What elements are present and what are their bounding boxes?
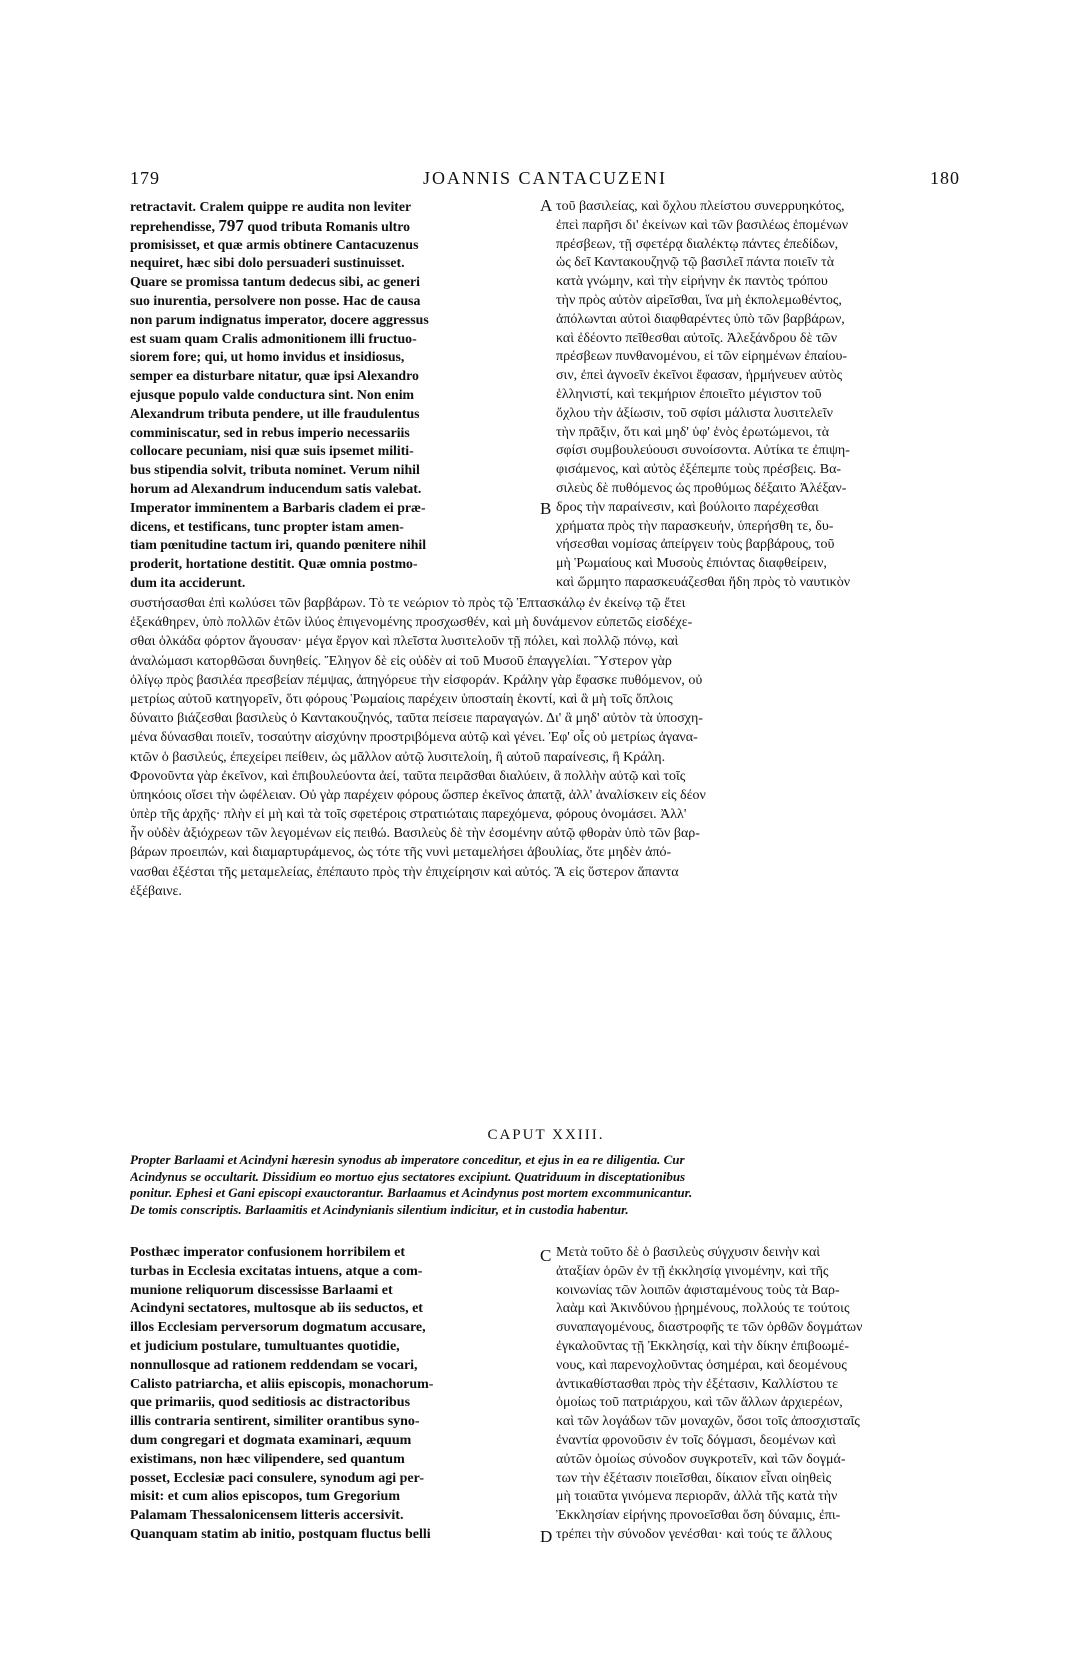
text-line: μετρίως αὐτοῦ κατηγορεῖν, ὅτι φόρους Ῥωμαίοις παρέχειν ὑποσταίη ἑκοντί, καὶ ἃ μὴ τοῖς ὅπλοις (130, 691, 673, 707)
margin-letter-c: C (540, 1246, 552, 1265)
text-line: Imperator imminentem a Barbaris cladem ei præ- (130, 499, 426, 515)
text-line: Acindyni sectatores, multosque ab iis seductos, et (130, 1301, 423, 1317)
text-line: Φρονοῦντα γὰρ ἐκεῖνον, καὶ ἐπιβουλεύοντα ἀεί, ταῦτα πειρᾶσθαι διαλύειν, ἃ πολλὴν αὐτῷ καὶ τοῖς (130, 768, 686, 784)
text-line: νους, καὶ παρενοχλοῦντας ὁσημέραι, καὶ δεομένους (556, 1357, 847, 1373)
text-line: ἐπεὶ παρῆσι δι' ἐκείνων καὶ τῶν βασιλέως ἑπομένων (556, 217, 849, 233)
text-line: Ἐκκλησίαν εἰρήνης προνοεῖσθαι ὅση δύναμις, ἐπι- (556, 1508, 841, 1524)
text-line: τρέπει τὴν σύνοδον γενέσθαι· καὶ τούς τε ἄλλους (556, 1526, 832, 1542)
text-line: δύναιτο βιάζεσθαι βασιλεὺς ὁ Καντακουζηνός, ταῦτα πείσειε παραγαγών. Δι' ἃ μηδ' αὐτὸν τὰ ὑποσχη- (130, 711, 703, 727)
text-line: promisisset, et quæ armis obtinere Cantacuzenus (130, 236, 419, 252)
text-line: semper ea disturbare nitatur, quæ ipsi Alexandro (130, 368, 419, 384)
text-line: illos Ecclesiam perversorum dogmatum accusare, (130, 1320, 426, 1336)
text-line: tiam pœnitudine tactum iri, quando pœnitere nihil (130, 537, 427, 553)
text-line: posset, Ecclesiæ paci consulere, synodum agi per- (130, 1470, 424, 1486)
page-number-right: 180 (930, 168, 960, 188)
text-line: κτῶν ὁ βασιλεύς, ἐπεχείρει πείθειν, ὡς μᾶλλον αὐτῷ λυσιτελοίη, ἢ αὐτοῦ παραίνεσις, ἢ Κράλη. (130, 749, 666, 765)
text-line: non parum indignatus imperator, docere aggressus (130, 311, 429, 327)
text-line: Alexandrum tributa pendere, ut ille fraudulentus (130, 405, 420, 421)
text-line: ὑπηκόοις οἴσει τὴν ὠφέλειαν. Οὐ γὰρ παρέχειν φόρους ὥσπερ ἐκεῖνος ἀπατᾷ, ἀλλ' ἀναλίσκειν εἰς δέον (130, 787, 706, 803)
text-line: ἀπόλωνται αὐτοὶ διαφθαρέντες ὑπὸ τῶν βαρβάρων, (556, 311, 845, 327)
text-line: Quare se promissa tantum dedecus sibi, ac generi (130, 274, 420, 290)
text-line: que primariis, quod seditiosis ac distractoribus (130, 1395, 411, 1411)
inline-page-number: 797 (218, 216, 244, 235)
margin-letter-a: A (540, 196, 553, 215)
text-line: proderit, hortatione destitit. Quæ omnia postmo- (130, 556, 418, 572)
text-line: ponitur. Ephesi et Gani episcopi exauctorantur. Barlaamus et Acindynus post mortem excommunicantur. (130, 1185, 693, 1200)
text-line: αὐτῶν ὁμοίως σύνοδον συγκροτεῖν, καὶ τῶν δογμά- (556, 1451, 846, 1467)
text-line: siorem fore; qui, ut homo invidus et insidiosus, (130, 349, 405, 365)
text-line: ἀταξίαν ὁρῶν ἐν τῇ ἐκκλησίᾳ γινομένην, καὶ τῆς (556, 1263, 829, 1279)
text-line: ἀντικαθίστασθαι πρὸς τὴν ἐξέτασιν, Καλλίστου τε (556, 1376, 839, 1392)
text-line: et judicium postulare, tumultuantes quotidie, (130, 1338, 400, 1354)
text-line: reprehendisse, 797 quod tributa Romanis ultro (130, 216, 411, 235)
text-line: σιλεὺς δὲ πυθόμενος ὡς προθύμως δέξαιτο Ἀλέξαν- (556, 480, 847, 496)
text-line: nonnullosque ad rationem reddendam se vocari, (130, 1357, 418, 1373)
chapter-summary (130, 1152, 962, 1218)
text-line: ὡς δεῖ Καντακουζηνῷ τῷ βασιλεῖ πάντα ποιεῖν τὰ (556, 255, 835, 271)
text-line: dicens, et testificans, tunc propter istam amen- (130, 518, 404, 534)
text-line: est suam quam Cralis admonitionem illi fructuo- (130, 330, 417, 346)
text-line: ἐναντία φρονοῦσιν ἐν τοῖς δόγμασι, δεομένων καὶ (556, 1432, 836, 1448)
greek-column-top (556, 198, 962, 593)
greek-full-width-text (130, 594, 962, 901)
page-number-left: 179 (130, 168, 160, 188)
text-line: Calisto patriarcha, et aliis episcopis, monachorum- (130, 1376, 434, 1392)
text-line: ἀναλώμασι κατορθῶσαι δυνηθείς. Ἔληγον δὲ εἰς οὐδὲν αἱ τοῦ Μυσοῦ ἐπαγγελίαι. Ὕστερον γὰρ (130, 653, 672, 669)
text-line: horum ad Alexandrum inducendum satis valebat. (130, 480, 422, 496)
text-line: ἦν οὐδὲν ἀξιόχρεων τῶν λεγομένων εἰς πειθώ. Βασιλεὺς δὲ τὴν ἐσομένην αὐτῷ φθορὰν ὑπὸ τῶν βαρ- (130, 826, 700, 842)
text-line: ἐξεκάθηρεν, ὑπὸ πολλῶν ἐτῶν ἰλύος ἐπιγενομένης προσχωσθέν, καὶ μὴ δυνάμενον εὐπετῶς εἰσδέχε- (130, 615, 693, 631)
text-line: Posthæc imperator confusionem horribilem et (130, 1245, 406, 1260)
text-line: ὀλίγῳ πρὸς βασιλέα πρεσβείαν πέμψας, ἀπηγόρευε τὴν εἰσφοράν. Κράλην γὰρ ἔφασκε πυθόμενον, οὐ (130, 672, 703, 688)
text-line: comminiscatur, sed in rebus imperio necessariis (130, 424, 410, 440)
text-line: δρος τὴν παραίνεσιν, καὶ βούλοιτο παρέχεσθαι (556, 499, 819, 515)
latin-column-top (130, 198, 540, 593)
text-line: existimans, non hæc vilipendere, sed quantum (130, 1451, 405, 1467)
text-line: σφίσι συμβουλεύουσι συνοίσοντα. Αὐτίκα τε ἐπιψη- (556, 443, 850, 459)
text-line: Μετὰ τοῦτο δὲ ὁ βασιλεὺς σύγχυσιν δεινὴν καὶ (556, 1245, 821, 1260)
text-line: κοινωνίας τῶν λοιπῶν ἀφισταμένους τοὺς τὰ Βαρ- (556, 1282, 840, 1298)
text-line: βάρων προειπών, καὶ διαμαρτυράμενος, ὡς τότε τῆς νυνὶ μεταμελήσει ἀβουλίας, ὅτε μηδὲν ἀπό- (130, 845, 672, 861)
text-line: σθαι ὁλκάδα φόρτον ἄγουσαν· μέγα ἔργον καὶ πλεῖστα λυσιτελοῦν τῇ πόλει, καὶ πολλῷ πόνῳ, καὶ (130, 634, 679, 650)
text-line: καὶ τῶν λογάδων τῶν μοναχῶν, ὅσοι τοῖς ἀποσχισταῖς (556, 1414, 860, 1430)
text-line: dum ita acciderunt. (130, 574, 246, 590)
text-line: μένα δύνασθαι ποιεῖν, τοσαύτην αἰσχύνην προστριβόμενα αὐτῷ καὶ γένει. Ἐφ' οἷς οὐ μετρίως ἀγανα- (130, 730, 698, 746)
text-line: φισάμενος, καὶ αὐτὸς ἐξέπεμπε τοὺς πρέσβεις. Βα- (556, 462, 842, 478)
text-line: μὴ τοιαῦτα γινόμενα περιορᾶν, ἀλλὰ τῆς κατὰ τὴν (556, 1489, 838, 1505)
text-line: misit: et cum alios episcopos, tum Gregorium (130, 1489, 400, 1505)
text-line: ἐγκαλοῦντας τῇ Ἐκκλησίᾳ, καὶ τὴν δίκην ἐπιβοωμέ- (556, 1338, 850, 1354)
text-line: καὶ ἐδέοντο πεῖθεσθαι αὐτοῖς. Ἀλεξάνδρου δὲ τῶν (556, 330, 838, 346)
text-line: σιν, ἐπεὶ ἀγνοεῖν ἐκεῖνοι ἔφασαν, ἡρμήνευεν αὐτὸς (556, 368, 843, 384)
text-line: ejusque populo valde conductura sint. Non enim (130, 386, 415, 402)
running-header (130, 168, 960, 192)
text-line: bus stipendia solvit, tributa nominet. Verum nihil (130, 462, 420, 478)
text-line: ὑπὲρ τῆς ἀρχῆς· πλὴν εἰ μὴ καὶ τὰ τοῖς σφετέροις στρατιώταις παρεχόμενα, φόρους ὀνομάσει. Ἀλλ' (130, 807, 687, 823)
text-line: suo inurentia, persolvere non posse. Hac de causa (130, 292, 421, 308)
text-line: τοῦ βασιλείας, καὶ ὄχλου πλείστου συνερρυηκότος, (556, 199, 845, 214)
text-line: τὴν πρᾶξιν, ὅτι καὶ μηδ' ὑφ' ἑνὸς ἐρωτώμενοι, τὰ (556, 424, 830, 440)
running-title: JOANNIS CANTACUZENI (422, 168, 668, 188)
margin-letter-d: D (540, 1527, 553, 1546)
text-line: λαὰμ καὶ Ἀκινδύνου ᾑρημένους, πολλούς τε τούτοις (556, 1301, 850, 1317)
text-line: collocare pecuniam, nisi quæ suis ipsemet militi- (130, 443, 414, 459)
text-line: ἑλληνιστί, καὶ τεκμήριον ἐποιεῖτο μέγιστον τοῦ (556, 386, 822, 402)
text-line: μὴ Ῥωμαίους καὶ Μυσοὺς ἐπιόντας διαφθείρειν, (556, 556, 827, 572)
text-line: συστήσασθαι ἐπὶ κωλύσει τῶν βαρβάρων. Τὸ τε νεώριον τὸ πρὸς τῷ Ἑπτασκάλῳ ἐν ἐκείνῳ τῷ ἔτει (130, 596, 686, 611)
text-line: συναπαγομένους, διαστροφῆς τε τῶν ὀρθῶν δογμάτων (556, 1320, 863, 1336)
text-line: κατὰ γνώμην, καὶ τὴν εἰρήνην ἐκ παντὸς τρόπου (556, 274, 828, 290)
text-line: καὶ ὥρμητο παρασκευάζεσθαι ἤδη πρὸς τὸ ναυτικὸν (556, 574, 851, 590)
text-line: munione reliquorum discessisse Barlaami et (130, 1282, 393, 1298)
text-line: τὴν πρὸς αὐτὸν αἱρεῖσθαι, ἵνα μὴ ἐκπολεμωθέντος, (556, 292, 842, 308)
greek-column-bottom (556, 1244, 962, 1545)
text-line: ἐξέβαινε. (130, 883, 182, 899)
chapter-heading: CAPUT XXIII. (487, 1127, 605, 1143)
text-line: turbas in Ecclesia excitatas intuens, atque a com- (130, 1263, 423, 1279)
text-line: dum congregari et dogmata examinari, æquum (130, 1432, 412, 1448)
text-line: Quanquam statim ab initio, postquam fluctus belli (130, 1526, 431, 1542)
text-line: ὄχλου τὴν ἀξίωσιν, τοῦ σφίσι μάλιστα λυσιτελεῖν (556, 405, 833, 421)
text-line: πρέσβεων πυνθανομένου, εἰ τῶν εἰρημένων ἐπαίου- (556, 349, 848, 365)
text-line: των τὴν ἐξέτασιν ποιεῖσθαι, δίκαιον εἶναι οἰηθεὶς (556, 1470, 832, 1486)
text-line: nequiret, hæc sibi dolo persuaderi sustinuisset. (130, 255, 405, 271)
text-line: χρήματα πρὸς τὴν παρασκευήν, ὑπερήσθη τε, δυ- (556, 518, 834, 534)
text-line: Palamam Thessalonicensem litteris accersivit. (130, 1508, 404, 1524)
text-line: νήσεσθαι νομίσας ἀπείργειν τοὺς βαρβάρους, τοῦ (556, 537, 835, 553)
text-line: De tomis conscriptis. Barlaamitis et Acindynianis silentium indicitur, et in custodia habentur. (130, 1201, 629, 1217)
text-line: νασθαι ἐξέσται τῆς μεταμελείας, ἐπέπαυτο πρὸς τὴν ἐπιχείρησιν καὶ αὐτός. Ἃ εἰς ὕστερον ἅπαντα (130, 864, 679, 880)
text-line: ὁμοίως τοῦ πατριάρχου, καὶ τῶν ἄλλων ἀρχιερέων, (556, 1395, 843, 1411)
latin-column-bottom (130, 1244, 540, 1545)
text-line: πρέσβεων, τῇ σφετέρᾳ διαλέκτῳ πάντες ἐπεδίδων, (556, 236, 839, 252)
text-line: illis contraria sentirent, similiter orantibus syno- (130, 1414, 420, 1430)
margin-letter-b: B (540, 499, 552, 518)
text-line: retractavit. Cralem quippe re audita non leviter (130, 199, 412, 214)
text-line: Acindynus se occultarit. Dissidium eo mortuo ejus sectatores excipiunt. Quatriduum in disceptationibus (130, 1168, 686, 1184)
text-line: Propter Barlaami et Acindyni hæresin synodus ab imperatore conceditur, et ejus in ea re diligentia. Cur (130, 1152, 685, 1167)
